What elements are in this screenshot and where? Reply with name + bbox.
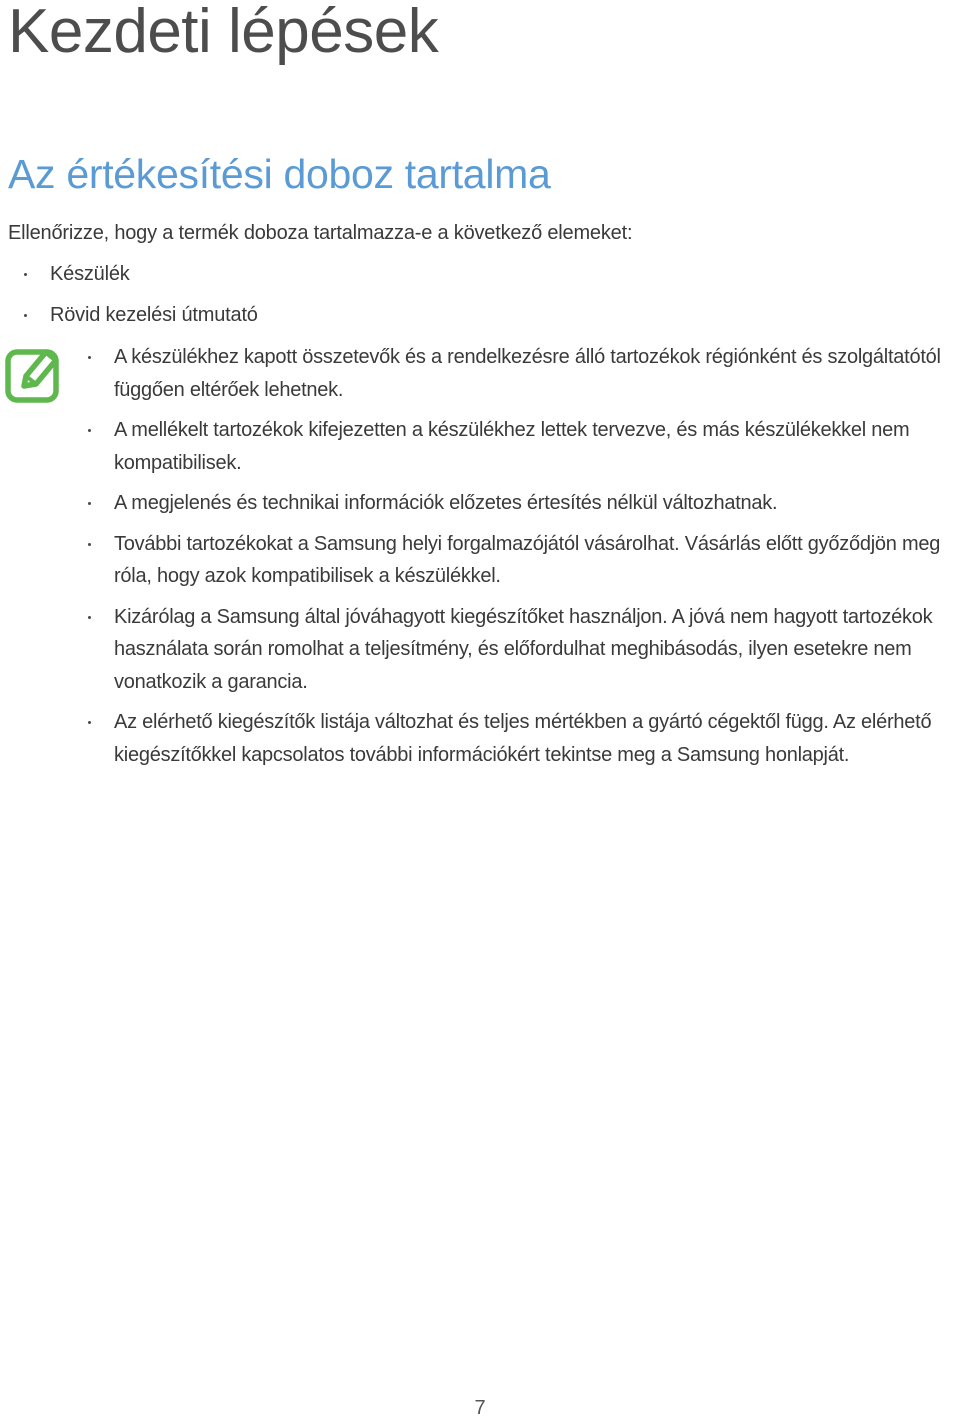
section-title: Az értékesítési doboz tartalma	[8, 151, 551, 197]
box-contents-list	[0, 259, 258, 341]
note-list	[0, 341, 960, 779]
page-title: Kezdeti lépések	[8, 0, 439, 66]
note-item: További tartozékokat a Samsung helyi forgalmazójától vásárolhat. Vásárlás előtt győződjön meg róla, hogy azok kompatibilisek a készülékkel.	[0, 528, 960, 593]
note-item: A megjelenés és technikai információk előzetes értesítés nélkül változhatnak.	[0, 487, 960, 520]
list-item: Készülék	[0, 259, 258, 300]
note-item: A mellékelt tartozékok kifejezetten a készülékhez lettek tervezve, és más készülékekkel nem kompatibilisek.	[0, 414, 960, 479]
note-item: Kizárólag a Samsung által jóváhagyott kiegészítőket használjon. A jóvá nem hagyott tartozékok használata során romolhat a teljesítmény, és előfordulhat meghibásodás, ilyen esetekre nem vonatkozik a garancia.	[0, 601, 960, 699]
note-item: Az elérhető kiegészítők listája változhat és teljes mértékben a gyártó cégektől függ. Az elérhető kiegészítőkkel kapcsolatos további információkért tekintse meg a Samsung honlapját.	[0, 706, 960, 771]
list-item: Rövid kezelési útmutató	[0, 300, 258, 341]
intro-text: Ellenőrizze, hogy a termék doboza tartalmazza-e a következő elemeket:	[8, 222, 633, 244]
page-number: 7	[474, 1397, 486, 1419]
note-item: A készülékhez kapott összetevők és a rendelkezésre álló tartozékok régiónként és szolgáltatótól függően eltérőek lehetnek.	[0, 341, 960, 406]
